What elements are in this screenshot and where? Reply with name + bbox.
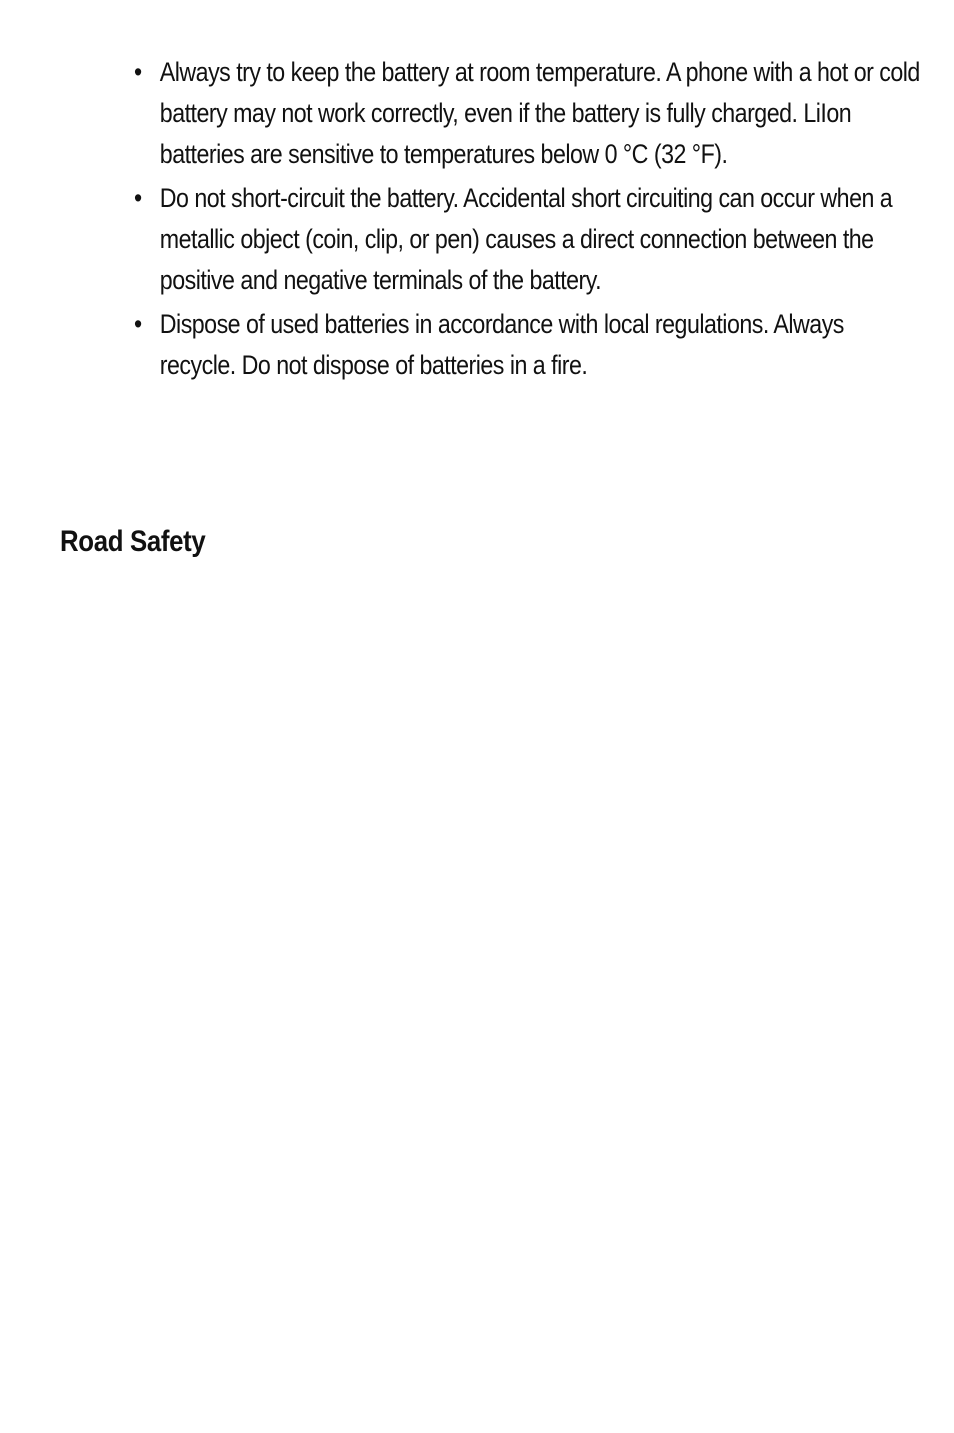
list-item (134, 304, 920, 386)
bullet-text: Always try to keep the battery at room temperature. A phone with a hot or cold battery may not work correctly, even if the battery is fully charged. LiIon batteries are sensitive to temperatures below 0 °C (32 °F). (159, 57, 920, 169)
section-heading-road-safety: Road Safety (60, 525, 206, 558)
battery-safety-list (134, 52, 920, 389)
bullet-icon: • (134, 183, 142, 213)
bullet-text: Do not short-circuit the battery. Accidental short circuiting can occur when a metallic object (coin, clip, or pen) causes a direct connection between the positive and negative terminals of the battery. (159, 183, 893, 295)
list-item (134, 52, 920, 175)
bullet-icon: • (134, 57, 142, 87)
bullet-icon: • (134, 309, 142, 339)
list-item (134, 178, 920, 301)
bullet-text: Dispose of used batteries in accordance with local regulations. Always recycle. Do not dispose of batteries in a fire. (159, 309, 844, 380)
